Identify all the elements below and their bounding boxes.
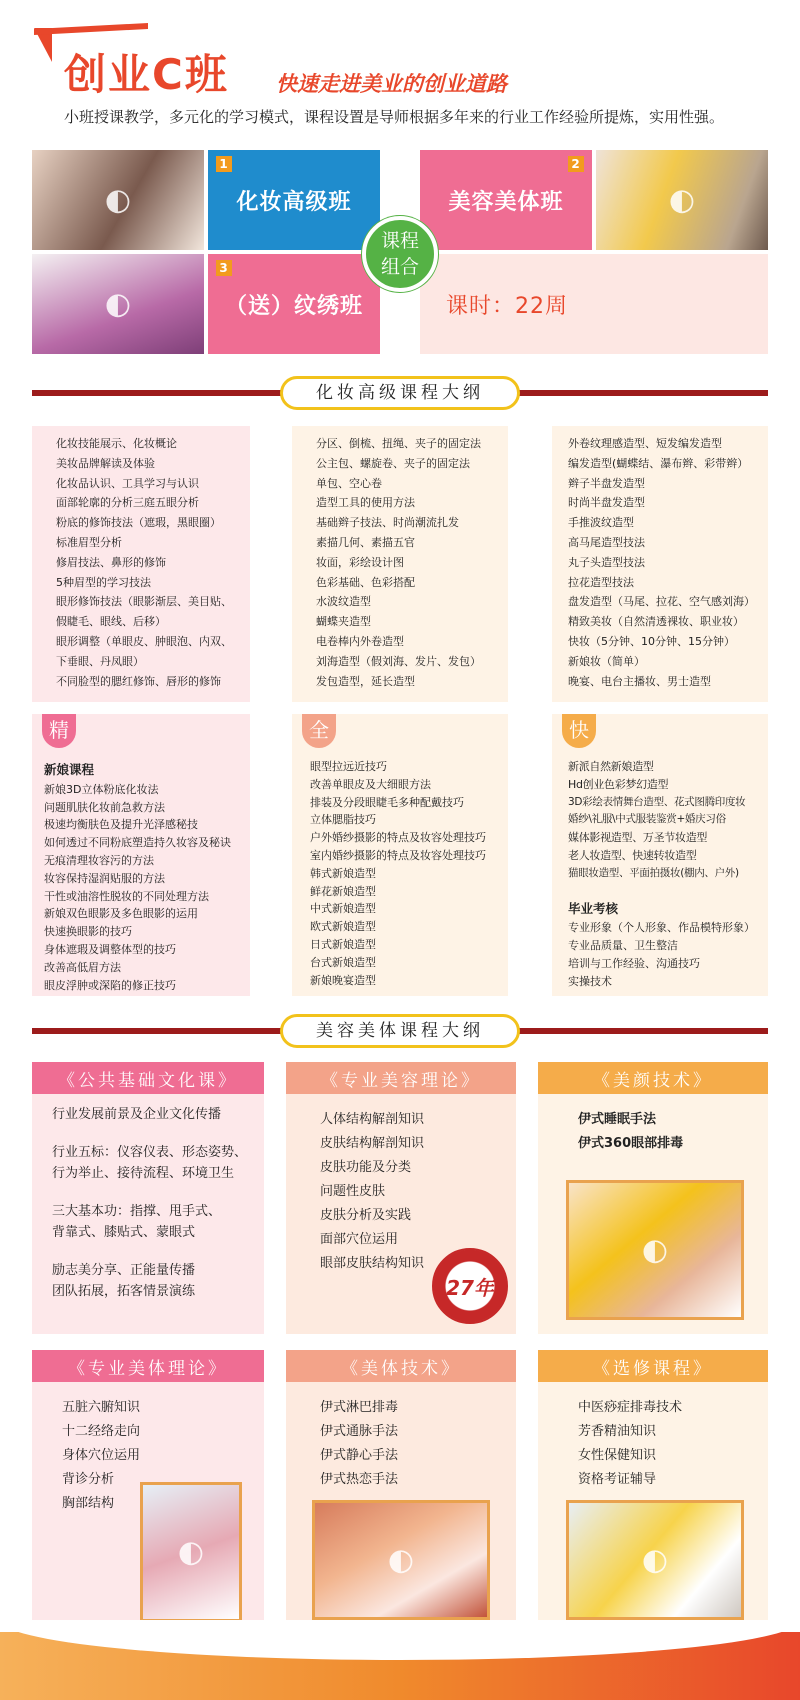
list-item: 单包、空心卷 xyxy=(316,476,382,490)
list-item: 排装及分段眼睫毛多种配戴技巧 xyxy=(310,795,464,809)
block-number: 3 xyxy=(216,260,232,276)
list-item: 眼部皮肤结构知识 xyxy=(320,1256,425,1271)
list-item: 色彩基础、色彩搭配 xyxy=(316,575,415,589)
feature-panel-quan xyxy=(292,714,508,996)
list-item: 皮肤功能及分类 xyxy=(320,1160,412,1175)
list-item: 皮肤分析及实践 xyxy=(320,1208,412,1223)
list-item: 标准眉型分析 xyxy=(56,535,122,549)
feature-panel-jing xyxy=(32,714,250,996)
list-item: 台式新娘造型 xyxy=(310,955,376,969)
list-item: 中医痧症排毒技术 xyxy=(578,1400,683,1415)
feature-heading: 新娘课程 xyxy=(44,762,95,777)
list-item: 假睫毛、眼线、后移） xyxy=(56,615,166,629)
list-item: 快妆（5分钟、10分钟、15分钟） xyxy=(568,634,735,648)
beauty-class-block xyxy=(420,150,592,250)
block-number: 2 xyxy=(568,156,584,172)
list-item: 背诊分析 xyxy=(62,1472,115,1487)
list-item: 丸子头造型技法 xyxy=(568,555,645,569)
list-item: 粉底的修饰技法（遮瑕，黑眼圈） xyxy=(56,516,221,530)
list-item: 团队拓展，拓客情景演练 xyxy=(52,1284,196,1299)
list-item: Hd创业色彩梦幻造型 xyxy=(568,777,669,791)
list-item: 室内婚纱摄影的特点及妆容处理技巧 xyxy=(310,848,486,862)
list-item: 不同脸型的腮红修饰、唇形的修饰 xyxy=(56,674,221,688)
list-item: 五脏六腑知识 xyxy=(62,1400,141,1415)
embroidery-class-block xyxy=(208,254,380,354)
course-card-public-basics xyxy=(32,1062,264,1334)
list-item: 新娘晚宴造型 xyxy=(310,973,376,987)
list-item: 芳香精油知识 xyxy=(578,1424,657,1439)
list-item: 眼形修饰技法（眼影渐层、美目贴、 xyxy=(56,595,232,609)
list-item: 化妆技能展示、化妆概论 xyxy=(56,437,177,450)
list-item: 眼型拉远近技巧 xyxy=(310,760,387,773)
list-item: 背靠式、膝贴式、蒙眼式 xyxy=(52,1225,196,1240)
card-title: 《公共基础文化课》 xyxy=(32,1062,264,1094)
feature-badge: 精 xyxy=(42,714,76,748)
list-item: 改善单眼皮及大细眼方法 xyxy=(310,777,431,791)
list-item: 实操技术 xyxy=(568,974,612,988)
block-label: 美容美体班 xyxy=(448,189,564,215)
list-item: 干性或油溶性脱妆的不同处理方法 xyxy=(44,889,209,903)
card-title: 《美体技术》 xyxy=(286,1350,516,1382)
list-item: 发包造型，延长造型 xyxy=(316,674,415,688)
list-item: 化妆品认识、工具学习与认识 xyxy=(56,476,199,490)
feature-heading: 毕业考核 xyxy=(568,900,619,916)
list-item: 精致美妆（自然清透裸妆、职业妆） xyxy=(568,615,744,629)
list-item: 外卷纹理感造型、短发编发造型 xyxy=(568,437,722,450)
list-item: 人体结构解剖知识 xyxy=(320,1112,425,1127)
page-title: 创业C班 xyxy=(64,50,229,99)
logo-stroke xyxy=(34,23,148,35)
feature-panel-kuai xyxy=(552,714,768,996)
circle-line-1: 课程 xyxy=(380,230,419,252)
list-item: 三大基本功：指撑、甩手式、 xyxy=(52,1203,222,1219)
card-title: 《专业美体理论》 xyxy=(32,1350,264,1382)
makeup-outline-col-2 xyxy=(292,426,508,702)
list-item: 身体穴位运用 xyxy=(62,1448,141,1463)
list-item: 极速均衡肤色及提升光泽感秘技 xyxy=(44,818,198,832)
list-item: 造型工具的使用方法 xyxy=(316,496,415,510)
list-item: 婚纱\礼服\中式服装鉴赏+婚庆习俗 xyxy=(568,813,726,826)
list-item: 胸部结构 xyxy=(62,1496,115,1511)
course-hours xyxy=(420,254,768,354)
list-item: 新娘妆（简单） xyxy=(568,654,645,668)
list-item: 伊式360眼部排毒 xyxy=(578,1136,684,1151)
list-item: 户外婚纱摄影的特点及妆容处理技巧 xyxy=(310,831,486,845)
list-item: 面部轮廓的分析三庭五眼分析 xyxy=(56,496,199,510)
makeup-outline-col-3 xyxy=(552,426,768,702)
feature-badge: 全 xyxy=(302,714,336,748)
list-item: 励志美分享、正能量传播 xyxy=(52,1262,196,1278)
list-item: 猫眼妆造型、平面拍摄妆(棚内、户外) xyxy=(568,866,739,879)
list-item: 培训与工作经验、沟通技巧 xyxy=(568,956,700,970)
list-item: 素描几何、素描五官 xyxy=(316,535,415,549)
facial-treatment-photo: ◐ xyxy=(566,1180,744,1320)
list-item: 晚宴、电台主播妆、男士造型 xyxy=(568,674,711,688)
body-technique-photo: ◐ xyxy=(312,1500,490,1620)
list-item: 手推波纹造型 xyxy=(568,516,634,530)
feature-badge: 快 xyxy=(562,714,596,748)
list-item: 老人妆造型、快速转妆造型 xyxy=(568,848,697,862)
list-item: 高马尾造型技法 xyxy=(568,535,645,549)
makeup-photo: ◐ xyxy=(32,150,204,250)
list-item: 公主包、螺旋卷、夹子的固定法 xyxy=(316,456,470,470)
list-item: 编发造型(蝴蝶结、瀑布辫、彩带辫） xyxy=(568,456,749,470)
block-label: 化妆高级班 xyxy=(236,189,352,215)
seal-text: 27年 xyxy=(446,1275,494,1300)
list-item: 妆面，彩绘设计图 xyxy=(316,555,404,569)
list-item: 专业形象（个人形象、作品模特形象） xyxy=(568,921,755,935)
list-item: 行业发展前景及企业文化传播 xyxy=(52,1107,222,1122)
beauty-salon-photo: ◐ xyxy=(596,150,768,250)
list-item: 专业品质量、卫生整洁 xyxy=(568,939,678,953)
list-item: 拉花造型技法 xyxy=(568,575,634,589)
list-item: 问题肌肤化妆前急救方法 xyxy=(44,800,165,814)
list-item: 新派自然新娘造型 xyxy=(568,760,654,773)
list-item: 改善高低眉方法 xyxy=(44,960,121,974)
list-item: 问题性皮肤 xyxy=(320,1184,386,1199)
list-item: 女性保健知识 xyxy=(578,1448,657,1463)
embroidery-photo: ◐ xyxy=(32,254,204,354)
list-item: 十二经络走向 xyxy=(62,1424,141,1439)
list-item: 伊式睡眠手法 xyxy=(578,1112,657,1127)
list-item: 中式新娘造型 xyxy=(310,902,376,916)
list-item: 资格考证辅导 xyxy=(578,1472,657,1487)
list-item: 面部穴位运用 xyxy=(320,1232,399,1247)
list-item: 鲜花新娘造型 xyxy=(310,884,376,898)
course-combo-circle xyxy=(362,216,438,292)
list-item: 快速换眼影的技巧 xyxy=(44,925,132,939)
makeup-outline-title: 化妆高级课程大纲 xyxy=(280,376,520,410)
list-item: 如何透过不同粉底塑造持久妆容及秘诀 xyxy=(44,836,231,850)
list-item: 媒体影视造型、万圣节妆造型 xyxy=(568,831,708,845)
block-label: （送）纹绣班 xyxy=(224,293,363,319)
beauty-outline-title: 美容美体课程大纲 xyxy=(280,1014,520,1048)
body-theory-photo: ◐ xyxy=(140,1482,242,1622)
block-number: 1 xyxy=(216,156,232,172)
intro-text: 小班授课教学，多元化的学习模式，课程设置是导师根据多年来的行业工作经验所提炼，实用性强。 xyxy=(64,108,725,126)
list-item: 新娘3D立体粉底化妆法 xyxy=(44,782,159,796)
list-item: 5种眉型的学习技法 xyxy=(56,575,151,589)
list-item: 3D彩绘表情舞台造型、花式图腾印度妆 xyxy=(568,795,746,808)
list-item: 眼形调整（单眼皮、肿眼泡、内双、 xyxy=(56,634,232,648)
list-item: 伊式热恋手法 xyxy=(320,1472,399,1487)
anniversary-seal xyxy=(432,1248,508,1324)
list-item: 分区、倒梳、扭绳、夹子的固定法 xyxy=(316,437,481,450)
list-item: 韩式新娘造型 xyxy=(310,866,376,880)
list-item: 眼皮浮肿或深陷的修正技巧 xyxy=(44,978,176,992)
circle-line-2: 组合 xyxy=(380,256,419,278)
list-item: 美妆品牌解读及体验 xyxy=(56,456,155,470)
list-item: 皮肤结构解剖知识 xyxy=(320,1136,425,1151)
list-item: 伊式静心手法 xyxy=(320,1448,399,1463)
list-item: 行为举止、接待流程、环境卫生 xyxy=(52,1166,235,1181)
card-title: 《专业美容理论》 xyxy=(286,1062,516,1094)
list-item: 基础辫子技法、时尚潮流扎发 xyxy=(316,516,459,530)
list-item: 欧式新娘造型 xyxy=(310,920,376,934)
list-item: 行业五标：仪容仪表、形态姿势、 xyxy=(52,1144,248,1160)
list-item: 妆容保持湿润贴服的方法 xyxy=(44,871,165,885)
list-item: 日式新娘造型 xyxy=(310,937,376,951)
list-item: 身体遮瑕及调整体型的技巧 xyxy=(44,942,176,956)
electives-photo: ◐ xyxy=(566,1500,744,1620)
list-item: 水波纹造型 xyxy=(316,595,371,609)
tagline: 快速走进美业的创业道路 xyxy=(276,72,507,96)
list-item: 伊式淋巴排毒 xyxy=(320,1400,399,1415)
list-item: 电卷棒内外卷造型 xyxy=(316,634,404,648)
list-item: 辫子半盘发造型 xyxy=(568,476,645,490)
list-item: 时尚半盘发造型 xyxy=(568,496,645,510)
card-title: 《选修课程》 xyxy=(538,1350,768,1382)
card-title: 《美颜技术》 xyxy=(538,1062,768,1094)
list-item: 修眉技法、鼻形的修饰 xyxy=(56,555,166,569)
list-item: 新娘双色眼影及多色眼影的运用 xyxy=(44,907,198,921)
makeup-class-block xyxy=(208,150,380,250)
list-item: 伊式通脉手法 xyxy=(320,1424,399,1439)
list-item: 蝴蝶夹造型 xyxy=(316,615,371,629)
list-item: 刘海造型（假刘海、发片、发包） xyxy=(316,654,481,668)
list-item: 立体腮脂技巧 xyxy=(310,813,376,827)
list-item: 盘发造型（马尾、拉花、空气感刘海） xyxy=(568,595,755,609)
list-item: 无痕清理妆容污的方法 xyxy=(44,853,154,867)
list-item: 下垂眼、丹凤眼） xyxy=(56,654,144,668)
hours-text: 课时：22周 xyxy=(446,293,568,319)
makeup-outline-col-1 xyxy=(32,426,250,702)
